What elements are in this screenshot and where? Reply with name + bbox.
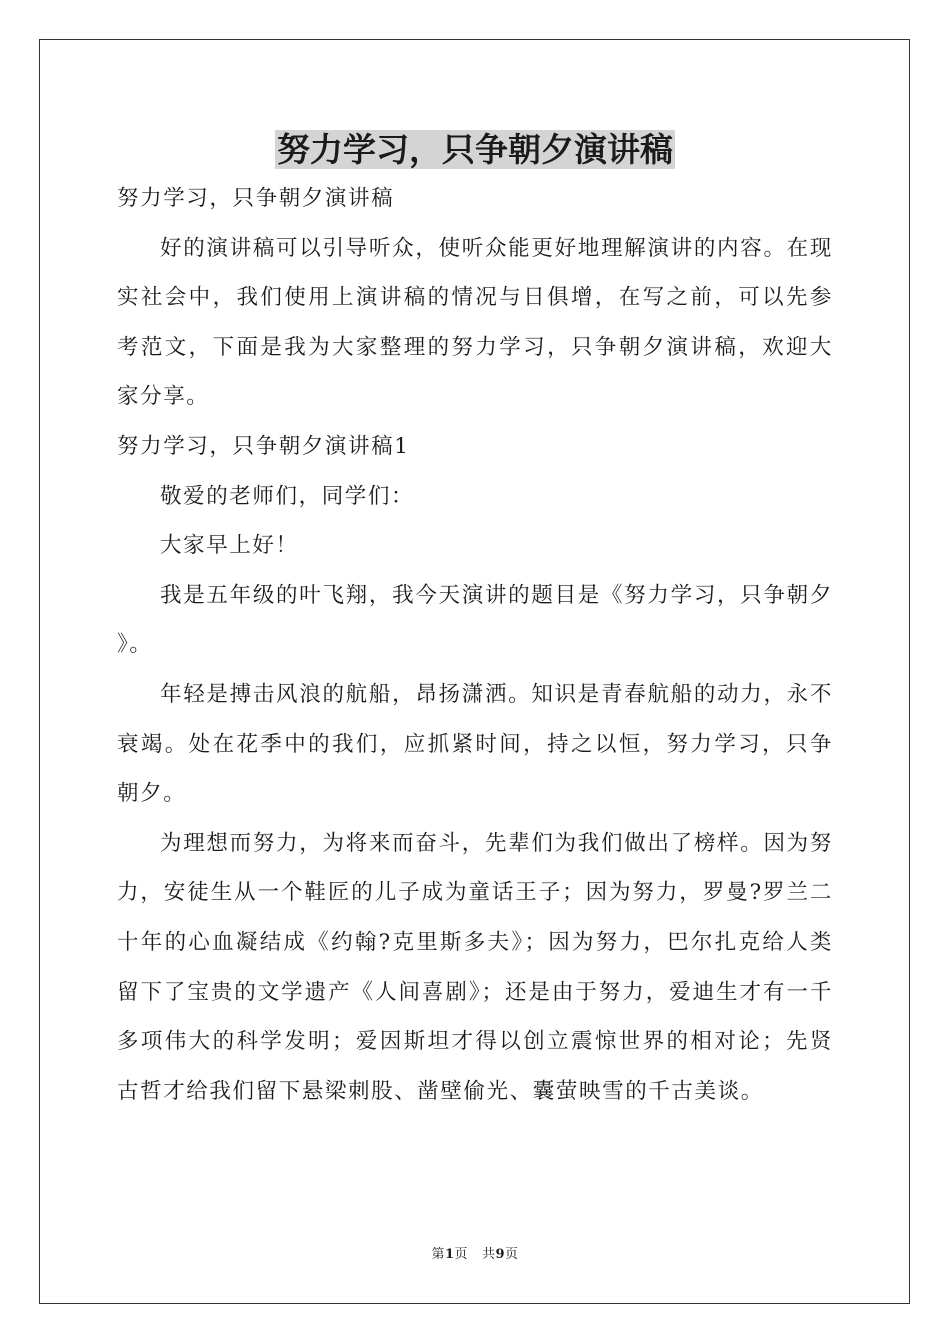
footer-page-suffix: 页 (454, 1247, 469, 1262)
footer-total-prefix: 共 (481, 1247, 496, 1262)
document-paragraph: 大家早上好！ (160, 533, 299, 559)
document-paragraph: 努力学习，只争朝夕演讲稿1 (117, 433, 410, 459)
document-paragraph: 努力学习，只争朝夕演讲稿 (117, 186, 395, 211)
document-title (0, 126, 950, 174)
page-footer (0, 1245, 950, 1265)
document-paragraph: 敬爱的老师们，同学们： (160, 483, 415, 509)
document-paragraph: 年轻是搏击风浪的航船，昂扬潇洒。知识是青春航船的动力，永不衰竭。处在花季中的我们，应抓紧时间，持之以恒，努力学习，只争朝夕。 (117, 681, 833, 807)
document-body (117, 174, 833, 1116)
document-paragraph: 好的演讲稿可以引导听众，使听众能更好地理解演讲的内容。在现实社会中，我们使用上演讲稿的情况与日俱增，在写之前，可以先参考范文，下面是我为大家整理的努力学习，只争朝夕演讲稿，欢迎大家分享。 (117, 235, 833, 410)
document-paragraph: 我是五年级的叶飞翔，我今天演讲的题目是《努力学习，只争朝夕 》。 (117, 582, 833, 658)
document-title-text: 努力学习，只争朝夕演讲稿 (277, 130, 673, 169)
footer-page-current: 1 (444, 1247, 455, 1262)
footer-page-prefix: 第 (431, 1247, 445, 1262)
document-paragraph: 为理想而努力，为将来而奋斗，先辈们为我们做出了榜样。因为努力，安徒生从一个鞋匠的儿子成为童话王子；因为努力，罗曼?罗兰二十年的心血凝结成《约翰?克里斯多夫》；因为努力，巴尔扎克给人类留下了宝贵的文学遗产《人间喜剧》；还是由于努力，爱迪生才有一千多项伟大的科学发明；爱因斯坦才得以创立震惊世界的相对论；先贤古哲才给我们留下悬梁刺股、凿壁偷光、囊萤映雪的千古美谈。 (117, 830, 833, 1104)
footer-total-suffix: 页 (505, 1247, 519, 1262)
footer-page-total: 9 (495, 1247, 506, 1262)
